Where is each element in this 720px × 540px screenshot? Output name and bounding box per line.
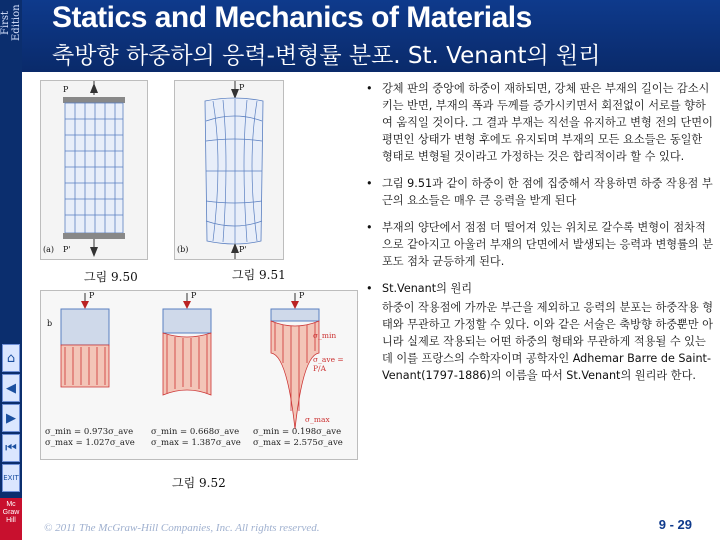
bullet-text: 부재의 양단에서 점점 더 떨어져 있는 위치로 갈수록 변형이 점차적으로 같아지고 아울러 부재의 단면에서 발생되는 응력과 변형률의 분포도 점차 균등하게 된다. <box>382 221 714 268</box>
header-bar <box>22 0 720 72</box>
sigma-max-label: σ_max <box>305 415 330 424</box>
edition-label: First Edition <box>0 4 22 42</box>
figure-9-51-sublabel: (b) <box>177 245 189 254</box>
first-page-icon[interactable]: ⏮ <box>2 434 20 462</box>
slide-subtitle: 축방향 하중하의 응력-변형률 분포. St. Venant의 원리 <box>52 43 601 69</box>
figure-9-50-caption: 그림 9.50 <box>84 270 138 284</box>
sigma-ave-label: σ_ave = P/A <box>313 355 344 373</box>
load-label-top-b: P <box>239 83 245 92</box>
formula-3-max: σ_max = 2.575σ_ave <box>253 438 343 448</box>
formula-3-min: σ_min = 0.198σ_ave <box>253 427 342 437</box>
bullet-dot: • <box>366 221 373 234</box>
formula-group-3 <box>253 427 343 449</box>
load-P-2: P <box>191 291 197 300</box>
bullet-text: 강체 판의 중앙에 하중이 재하되면, 강체 판은 부재의 길이는 감소시키는 반면, 부재의 폭과 두께를 증가시키면서 회전없이 서로를 향하여 움직일 것이다. 그 결과 부재는 직선을 유지하고 변형 전의 단면이 평면인 상태가 변형 후에도 유지되며 부재의 모든 요소들은 동일한 형태로 변형될 것이라고 가정하는 것은 합리적이라 할 수 있다. <box>382 82 713 163</box>
back-arrow-icon[interactable]: ◀ <box>2 374 20 402</box>
formula-2-min: σ_min = 0.668σ_ave <box>151 427 240 437</box>
bullet-dot: • <box>366 82 373 95</box>
formula-1-max: σ_max = 1.027σ_ave <box>45 438 135 448</box>
load-P-1: P <box>89 291 95 300</box>
bullet-dot: • <box>366 282 373 295</box>
page-number: 9 - 29 <box>658 517 692 532</box>
dim-b-label: b <box>47 319 53 328</box>
bullet-item <box>364 175 716 209</box>
load-label-bottom-b: P' <box>239 245 247 254</box>
exit-button[interactable]: EXIT <box>2 464 20 492</box>
load-P-3: P <box>299 291 305 300</box>
bullet-text: St.Venant의 원리 <box>382 282 473 295</box>
formula-2-max: σ_max = 1.387σ_ave <box>151 438 241 448</box>
sigma-min-label: σ_min <box>313 331 337 340</box>
st-venant-note: 하중이 작용점에 가까운 부근을 제외하고 응력의 분포는 하중작용 형태와 무관하고 가정할 수 있다. 이와 같은 서술은 축방향 하중뿐만 아니라 실제로 작용되는 어떤 하중의 형태와 무관하게 적용될 수 있는데 이를 프랑스의 수학자이며 공학자인 Adhemar Barre de Saint- Venant(1797-1886)의 이름을 따서 St.Venant의 원리라 한다. <box>382 301 714 382</box>
figure-9-52-caption: 그림 9.52 <box>172 476 226 490</box>
figure-9-50 <box>40 80 148 260</box>
forward-arrow-icon[interactable]: ▶ <box>2 404 20 432</box>
bullet-item <box>364 219 716 270</box>
formula-group-2 <box>151 427 241 449</box>
page-title: Statics and Mechanics of Materials <box>52 1 532 34</box>
figure-9-50-drawing <box>41 81 147 259</box>
formula-group-1 <box>45 427 135 449</box>
figure-9-50-sublabel: (a) <box>43 245 55 254</box>
load-label-top: P <box>63 85 69 94</box>
bullet-list <box>364 80 716 384</box>
load-label-bottom: P' <box>63 245 71 254</box>
figure-9-51-drawing <box>175 81 283 259</box>
publisher-logo: Mc Graw Hill <box>0 498 22 540</box>
bullet-text: 그림 9.51과 같이 하중이 한 점에 집중해서 작용하면 하중 작용점 부근의 요소들은 매우 큰 응력을 받게 된다 <box>382 177 713 207</box>
copyright-footer: © 2011 The McGraw-Hill Companies, Inc. All rights reserved. <box>44 522 320 534</box>
home-icon[interactable]: ⌂ <box>2 344 20 372</box>
bullet-item <box>364 80 716 165</box>
figure-9-52 <box>40 290 358 460</box>
bullet-item <box>364 280 716 297</box>
bullet-dot: • <box>366 177 373 190</box>
figure-9-51-caption: 그림 9.51 <box>232 268 286 282</box>
formula-1-min: σ_min = 0.973σ_ave <box>45 427 134 437</box>
figure-9-51 <box>174 80 284 260</box>
